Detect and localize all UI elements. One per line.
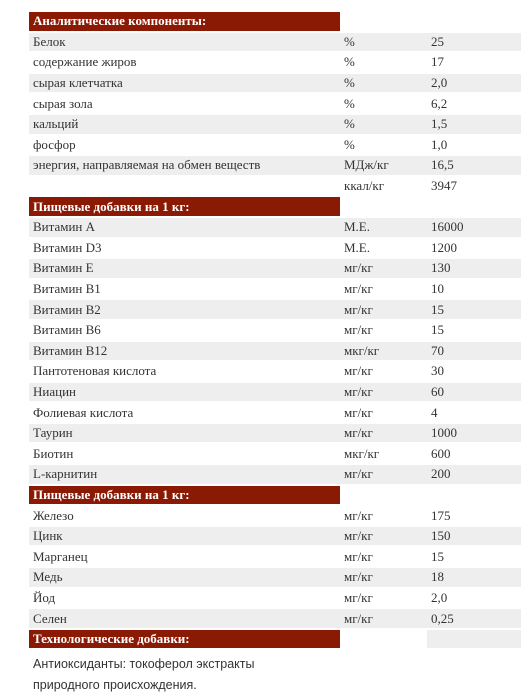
cell-unit: % (340, 115, 427, 134)
cell-value: 1,0 (427, 136, 521, 155)
table-row (29, 383, 521, 402)
cell-unit: мг/кг (340, 506, 427, 525)
cell-unit: мг/кг (340, 383, 427, 402)
cell-name: Цинк (29, 527, 340, 546)
table-row (29, 239, 521, 258)
cell-value: 16000 (427, 218, 521, 237)
composition-document (29, 10, 521, 696)
cell-name: L-карнитин (29, 465, 340, 484)
cell-unit: М.Е. (340, 218, 427, 237)
table-row (29, 444, 521, 463)
cell-name: фосфор (29, 136, 340, 155)
cell-name: энергия, направляемая на обмен веществ (29, 156, 340, 175)
cell-name: Селен (29, 609, 340, 628)
table-row (29, 342, 521, 361)
table-row (29, 218, 521, 237)
cell-unit: % (340, 94, 427, 113)
cell-value: 1000 (427, 424, 521, 443)
cell-value: 2,0 (427, 74, 521, 93)
table-row (29, 53, 521, 72)
cell-value: 10 (427, 280, 521, 299)
cell-name: Фолиевая кислота (29, 403, 340, 422)
cell-unit: мг/кг (340, 465, 427, 484)
cell-name: Железо (29, 506, 340, 525)
cell-name: Биотин (29, 444, 340, 463)
cell-unit: мг/кг (340, 609, 427, 628)
cell-unit: мг/кг (340, 527, 427, 546)
section-header-analytic (29, 12, 521, 31)
cell-name: Витамин В6 (29, 321, 340, 340)
cell-value: 30 (427, 362, 521, 381)
cell-name: Витамин Е (29, 259, 340, 278)
cell-value: 600 (427, 444, 521, 463)
cell-unit: % (340, 53, 427, 72)
table-row (29, 362, 521, 381)
cell-value: 130 (427, 259, 521, 278)
cell-value: 1,5 (427, 115, 521, 134)
cell-value: 4 (427, 403, 521, 422)
cell-name (29, 177, 340, 196)
cell-name: содержание жиров (29, 53, 340, 72)
cell-value: 6,2 (427, 94, 521, 113)
table-row (29, 280, 521, 299)
cell-value: 15 (427, 300, 521, 319)
cell-value: 2,0 (427, 589, 521, 608)
cell-unit: мкг/кг (340, 444, 427, 463)
table-row (29, 506, 521, 525)
cell-value: 16,5 (427, 156, 521, 175)
section-header-minerals (29, 486, 521, 505)
cell-name: Таурин (29, 424, 340, 443)
table-row (29, 403, 521, 422)
section-header-vitamins (29, 197, 521, 216)
section-title-minerals: Пищевые добавки на 1 кг: (29, 486, 340, 505)
table-row (29, 33, 521, 52)
cell-unit: мг/кг (340, 568, 427, 587)
table-row (29, 424, 521, 443)
table-row (29, 609, 521, 628)
cell-unit: мг/кг (340, 589, 427, 608)
tech-note: Антиоксиданты: токоферол экстракты природного происхождения. (33, 657, 255, 693)
cell-value: 18 (427, 568, 521, 587)
table-row (29, 136, 521, 155)
cell-name: Ниацин (29, 383, 340, 402)
table-row (29, 74, 521, 93)
cell-unit: мг/кг (340, 259, 427, 278)
cell-name: Медь (29, 568, 340, 587)
table-row (29, 547, 521, 566)
cell-value: 175 (427, 506, 521, 525)
cell-unit: мкг/кг (340, 342, 427, 361)
table-row (29, 527, 521, 546)
table-row (29, 177, 521, 196)
cell-name: Витамин В1 (29, 280, 340, 299)
cell-unit: % (340, 74, 427, 93)
cell-value: 150 (427, 527, 521, 546)
table-row (29, 321, 521, 340)
section-title-tech: Технологические добавки: (29, 630, 340, 649)
cell-unit: мг/кг (340, 424, 427, 443)
composition-table-body (29, 12, 521, 648)
cell-name: сырая клетчатка (29, 74, 340, 93)
table-row (29, 94, 521, 113)
cell-unit: ккал/кг (340, 177, 427, 196)
composition-table (29, 10, 521, 650)
table-row (29, 568, 521, 587)
cell-unit: М.Е. (340, 239, 427, 258)
cell-unit: % (340, 33, 427, 52)
cell-name: Витамин А (29, 218, 340, 237)
cell-value: 1200 (427, 239, 521, 258)
cell-name: Витамин D3 (29, 239, 340, 258)
table-row (29, 465, 521, 484)
cell-name: Йод (29, 589, 340, 608)
table-row (29, 259, 521, 278)
cell-unit: мг/кг (340, 403, 427, 422)
cell-value: 15 (427, 547, 521, 566)
table-row (29, 156, 521, 175)
section-header-tech (29, 630, 521, 649)
cell-unit: МДж/кг (340, 156, 427, 175)
table-row (29, 589, 521, 608)
cell-value: 60 (427, 383, 521, 402)
cell-unit: мг/кг (340, 280, 427, 299)
cell-value: 200 (427, 465, 521, 484)
cell-value: 0,25 (427, 609, 521, 628)
cell-name: кальций (29, 115, 340, 134)
cell-value: 15 (427, 321, 521, 340)
cell-name: Пантотеновая кислота (29, 362, 340, 381)
cell-value: 70 (427, 342, 521, 361)
section-title-analytic: Аналитические компоненты: (29, 12, 340, 31)
cell-unit: % (340, 136, 427, 155)
cell-unit: мг/кг (340, 321, 427, 340)
cell-unit: мг/кг (340, 300, 427, 319)
cell-unit: мг/кг (340, 362, 427, 381)
cell-name: Белок (29, 33, 340, 52)
cell-name: Марганец (29, 547, 340, 566)
cell-name: Витамин В2 (29, 300, 340, 319)
table-row (29, 115, 521, 134)
cell-value: 3947 (427, 177, 521, 196)
cell-unit: мг/кг (340, 547, 427, 566)
cell-value: 17 (427, 53, 521, 72)
table-row (29, 300, 521, 319)
section-title-vitamins: Пищевые добавки на 1 кг: (29, 197, 340, 216)
cell-name: Витамин В12 (29, 342, 340, 361)
cell-value: 25 (427, 33, 521, 52)
cell-name: сырая зола (29, 94, 340, 113)
